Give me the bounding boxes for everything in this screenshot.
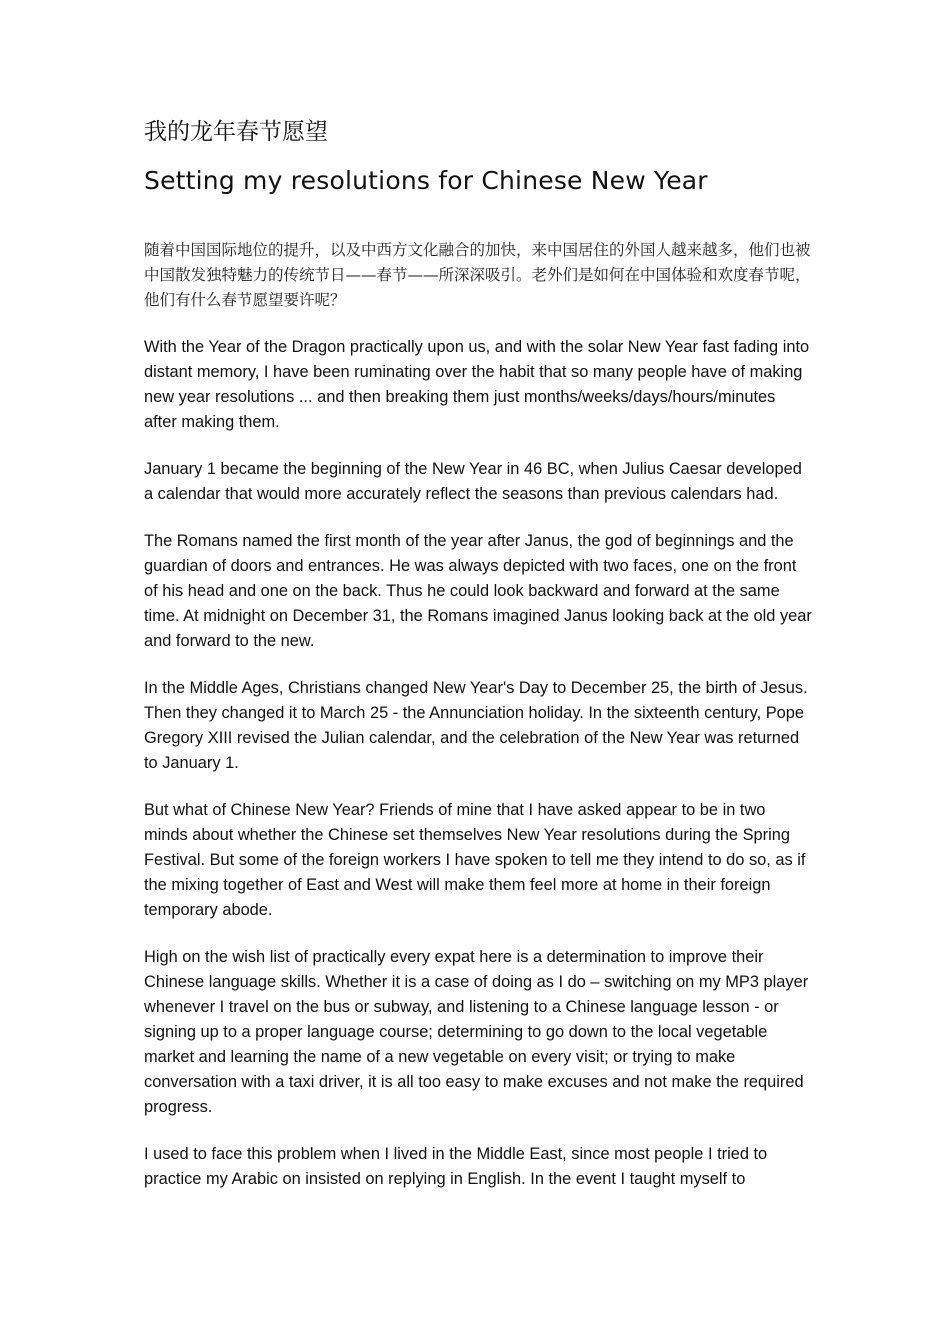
paragraph-2: January 1 became the beginning of the New Year in 46 BC, when Julius Caesar developed a calendar that would more accurately reflect the seasons than previous calendars had. [144,460,802,503]
paragraph-5: But what of Chinese New Year? Friends of mine that I have asked appear to be in two minds about whether the Chinese set themselves New Year resolutions during the Spring Festival. But some of the foreign workers I have spoken to tell me they intend to do so, as if the mixing together of East and West will make them feel more at home in their foreign temporary abode. [144,801,806,919]
paragraph-4: In the Middle Ages, Christians changed New Year's Day to December 25, the birth of Jesus. Then they changed it to March 25 - the Annunciation holiday. In the sixteenth century, Pope Gregory XIII revised the Julian calendar, and the celebration of the New Year was returned to January 1. [144,679,808,772]
paragraph-1: With the Year of the Dragon practically upon us, and with the solar New Year fast fading into distant memory, I have been ruminating over the habit that so many people have of making new year resolutions ... and then breaking them just months/weeks/days/hours/minutes after making them. [144,338,810,431]
article-body [144,114,812,1192]
english-title: Setting my resolutions for Chinese New Year [144,166,708,195]
paragraph-3: The Romans named the first month of the year after Janus, the god of beginnings and the guardian of doors and entrances. He was always depicted with two faces, one on the front of his head and one on the back. Thus he could look backward and forward at the same time. At midnight on December 31, the Romans imagined Janus looking back at the old year and forward to the new. [144,532,812,650]
paragraph-7: I used to face this problem when I lived in the Middle East, since most people I tried to practice my Arabic on insisted on replying in English. In the event I taught myself to [144,1145,768,1188]
paragraph-6: High on the wish list of practically every expat here is a determination to improve their Chinese language skills. Whether it is a case of doing as I do – switching on my MP3 player whenever I travel on the bus or subway, and listening to a Chinese language lesson - or signing up to a proper language course; determining to go down to the local vegetable market and learning the name of a new vegetable on every visit; or trying to make conversation with a taxi driver, it is all too easy to make excuses and not make the required progress. [144,948,809,1116]
chinese-intro-paragraph: 随着中国国际地位的提升，以及中西方文化融合的加快，来中国居住的外国人越来越多，他们也被中国散发独特魅力的传统节日——春节——所深深吸引。老外们是如何在中国体验和欢度春节呢，他们有什么春节愿望要许呢？ [144,241,811,309]
chinese-title: 我的龙年春节愿望 [144,119,328,145]
